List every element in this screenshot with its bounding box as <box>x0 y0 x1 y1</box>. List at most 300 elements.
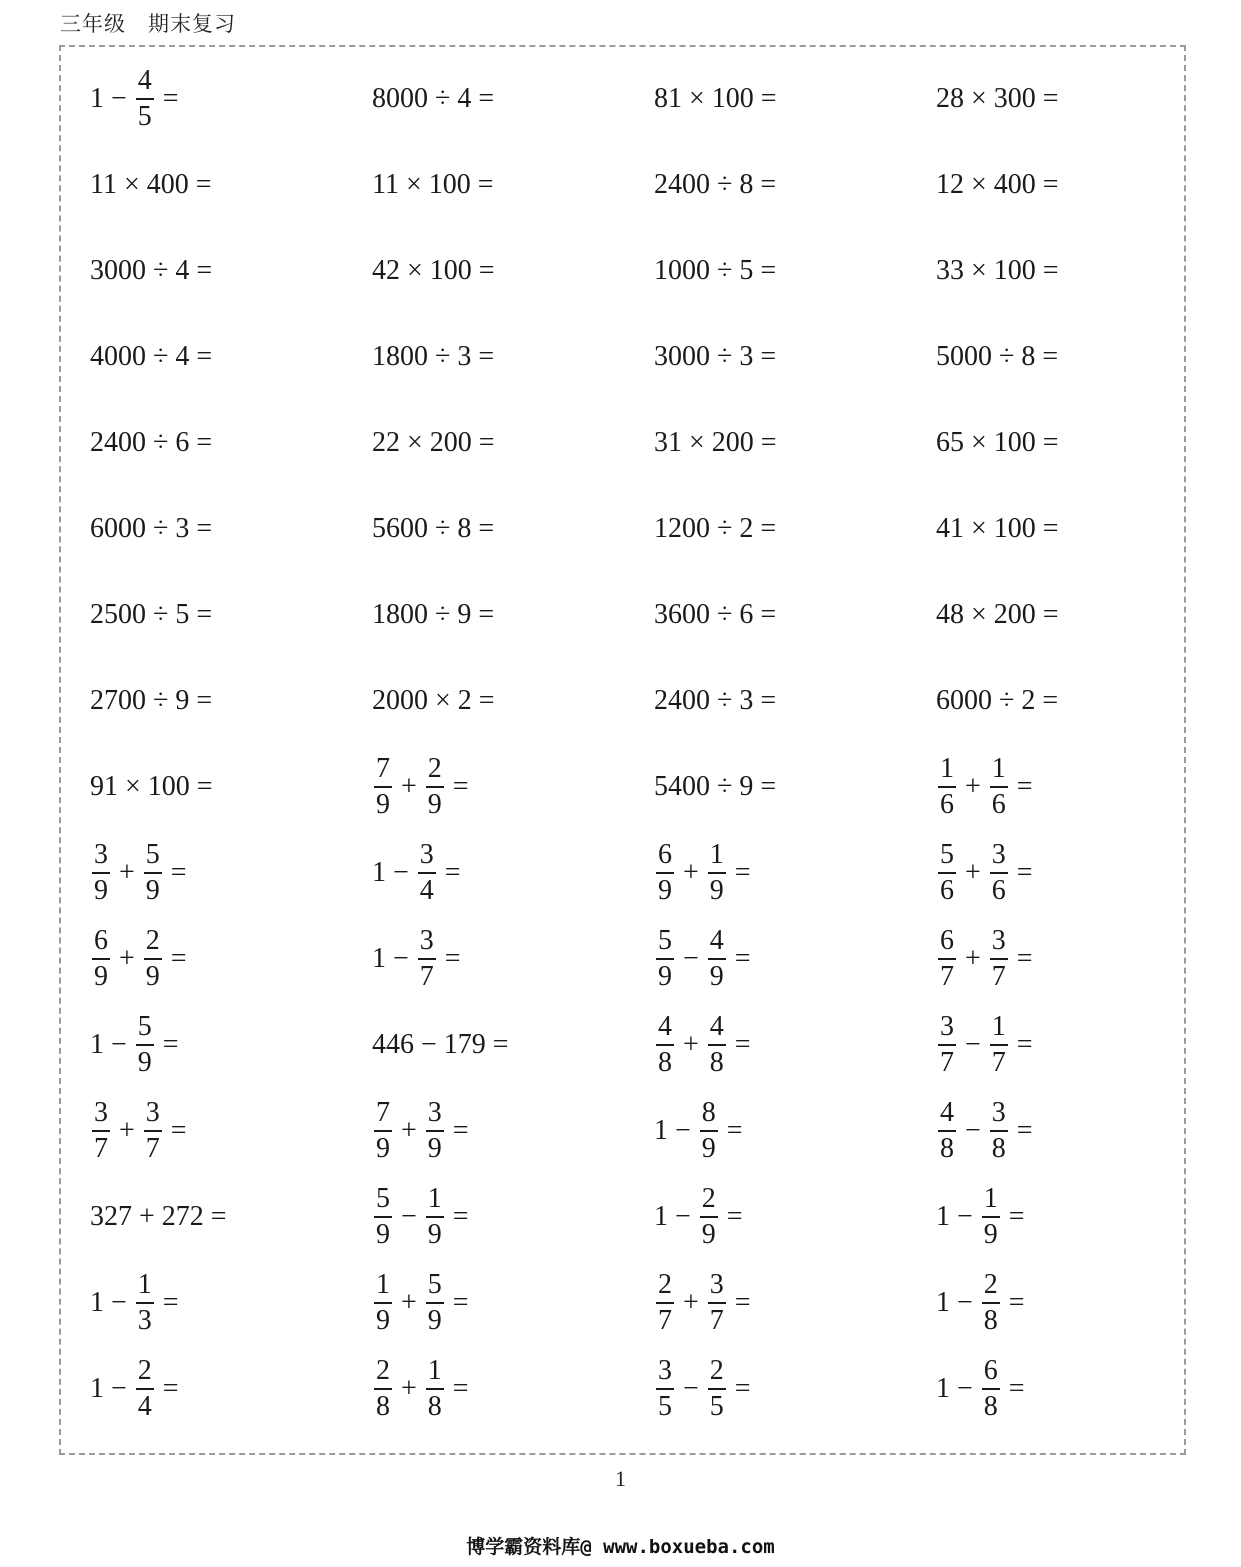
problem-item <box>90 916 372 1002</box>
operator: ÷ <box>153 255 169 286</box>
number: 6 <box>175 427 190 458</box>
fraction <box>700 1182 718 1252</box>
fraction-numerator: 3 <box>940 1011 954 1042</box>
number: 1 <box>90 1287 104 1318</box>
fraction <box>418 838 436 908</box>
fraction-numerator: 2 <box>137 1355 152 1386</box>
number: 3 <box>739 685 754 716</box>
problem-item <box>372 400 654 486</box>
fraction-numerator: 2 <box>983 1269 998 1300</box>
fraction-numerator: 1 <box>376 1269 390 1300</box>
operator: = <box>196 599 213 630</box>
fraction-denominator: 9 <box>709 875 724 906</box>
problem-item <box>654 400 936 486</box>
number: 8 <box>457 513 472 544</box>
fraction <box>92 924 110 994</box>
operator: × <box>971 255 987 286</box>
page-number: 1 <box>615 1466 626 1491</box>
number: 11 <box>90 169 117 200</box>
problem-item <box>654 830 936 916</box>
problem-item <box>372 1174 654 1260</box>
fraction <box>708 1354 726 1424</box>
number: 300 <box>993 83 1036 114</box>
operator: − <box>675 1201 691 1232</box>
operator: = <box>1042 169 1059 200</box>
operator: ÷ <box>717 685 733 716</box>
operator: ÷ <box>435 599 451 630</box>
operator: − <box>965 1115 981 1146</box>
problem-item <box>90 400 372 486</box>
operator: = <box>478 427 495 458</box>
fraction-denominator: 9 <box>427 1133 442 1164</box>
number: 31 <box>654 427 682 458</box>
number: 6000 <box>90 513 146 544</box>
number: 1000 <box>654 255 710 286</box>
problem-item <box>372 1260 654 1346</box>
problem-item <box>654 1260 936 1346</box>
number: 4 <box>175 255 190 286</box>
fraction-numerator: 1 <box>709 839 724 870</box>
fraction-denominator: 9 <box>376 789 390 820</box>
fraction <box>136 1354 154 1424</box>
fraction <box>374 1354 392 1424</box>
fraction-denominator: 7 <box>991 1047 1006 1078</box>
worksheet-title: 期末复习 <box>148 12 236 36</box>
problem-item <box>372 830 654 916</box>
problem-item <box>372 486 654 572</box>
number: 200 <box>993 599 1036 630</box>
fraction-numerator: 3 <box>991 1097 1006 1128</box>
fraction-numerator: 2 <box>145 925 160 956</box>
problem-item <box>936 830 1218 916</box>
problem-item <box>936 916 1218 1002</box>
problem-item <box>90 142 372 228</box>
number: 446 <box>372 1029 414 1060</box>
operator: − <box>111 83 127 114</box>
fraction <box>136 64 154 134</box>
fraction <box>656 1268 674 1338</box>
problem-item <box>372 916 654 1002</box>
number: 1 <box>372 857 386 888</box>
number: 2400 <box>654 685 710 716</box>
operator: × <box>971 599 987 630</box>
problem-item <box>654 1346 936 1432</box>
operator: ÷ <box>717 771 733 802</box>
fraction-numerator: 3 <box>991 839 1006 870</box>
operator: × <box>435 685 451 716</box>
fraction-denominator: 7 <box>145 1133 160 1164</box>
problem-item <box>936 1260 1218 1346</box>
fraction-denominator: 8 <box>983 1391 998 1422</box>
number: 2 <box>457 685 472 716</box>
number: 200 <box>711 427 754 458</box>
fraction <box>982 1268 1000 1338</box>
operator: ÷ <box>435 83 451 114</box>
operator: = <box>760 169 777 200</box>
fraction <box>656 924 674 994</box>
problem-item <box>372 56 654 142</box>
operator: + <box>965 943 981 974</box>
operator: = <box>478 685 495 716</box>
number: 4000 <box>90 341 146 372</box>
fraction-denominator: 9 <box>701 1133 716 1164</box>
problem-item <box>654 1088 936 1174</box>
number: 2000 <box>372 685 428 716</box>
operator: + <box>119 1115 135 1146</box>
operator: = <box>444 857 461 888</box>
fraction <box>136 1268 154 1338</box>
problem-item <box>936 56 1218 142</box>
fraction <box>144 924 162 994</box>
fraction-denominator: 6 <box>940 789 954 820</box>
operator: = <box>196 685 213 716</box>
number: 1 <box>936 1201 950 1232</box>
number: 100 <box>993 427 1036 458</box>
fraction-denominator: 7 <box>991 961 1006 992</box>
fraction-denominator: 4 <box>137 1391 152 1422</box>
operator: = <box>1042 341 1059 372</box>
number: 91 <box>90 771 118 802</box>
operator: = <box>1016 771 1033 802</box>
problem-item <box>654 658 936 744</box>
problem-item <box>90 744 372 830</box>
fraction <box>656 838 674 908</box>
operator: = <box>760 341 777 372</box>
fraction-denominator: 7 <box>94 1133 108 1164</box>
fraction-numerator: 7 <box>376 753 390 784</box>
number: 3 <box>457 341 472 372</box>
fraction-denominator: 9 <box>427 1219 442 1250</box>
number: 179 <box>443 1029 486 1060</box>
operator: = <box>478 255 495 286</box>
fraction-numerator: 1 <box>991 1011 1006 1042</box>
fraction-numerator: 7 <box>376 1097 390 1128</box>
number: 33 <box>936 255 964 286</box>
fraction-numerator: 5 <box>145 839 160 870</box>
fraction-numerator: 3 <box>419 839 434 870</box>
fraction-denominator: 8 <box>991 1133 1006 1164</box>
operator: = <box>162 83 179 114</box>
problem-item <box>936 572 1218 658</box>
fraction <box>990 1010 1008 1080</box>
operator: × <box>971 83 987 114</box>
number: 8000 <box>372 83 428 114</box>
fraction <box>982 1182 1000 1252</box>
fraction-denominator: 9 <box>658 961 672 992</box>
operator: ÷ <box>153 685 169 716</box>
operator: = <box>760 513 777 544</box>
problem-item <box>90 1088 372 1174</box>
fraction <box>426 752 444 822</box>
fraction-denominator: 7 <box>658 1305 672 1336</box>
fraction-denominator: 4 <box>419 875 434 906</box>
problem-item <box>90 56 372 142</box>
number: 6000 <box>936 685 992 716</box>
fraction-numerator: 2 <box>376 1355 390 1386</box>
fraction-numerator: 1 <box>137 1269 152 1300</box>
fraction <box>374 1182 392 1252</box>
fraction-numerator: 6 <box>940 925 954 956</box>
operator: − <box>393 943 409 974</box>
fraction <box>92 838 110 908</box>
fraction-numerator: 3 <box>427 1097 442 1128</box>
problem-item <box>654 56 936 142</box>
problem-item <box>372 228 654 314</box>
fraction <box>374 1268 392 1338</box>
fraction-denominator: 8 <box>983 1305 998 1336</box>
problem-item <box>90 1346 372 1432</box>
operator: = <box>1042 685 1059 716</box>
operator: = <box>170 943 187 974</box>
fraction-denominator: 5 <box>709 1391 724 1422</box>
number: 5 <box>175 599 190 630</box>
operator: = <box>162 1287 179 1318</box>
fraction-denominator: 8 <box>658 1047 672 1078</box>
operator: − <box>111 1287 127 1318</box>
problem-item <box>372 314 654 400</box>
operator: = <box>1008 1287 1025 1318</box>
fraction <box>656 1354 674 1424</box>
number: 3000 <box>90 255 146 286</box>
problem-item <box>654 314 936 400</box>
fraction-denominator: 7 <box>940 961 954 992</box>
fraction-numerator: 8 <box>701 1097 716 1128</box>
operator: = <box>760 83 777 114</box>
number: 327 <box>90 1201 132 1232</box>
fraction <box>426 1096 444 1166</box>
operator: − <box>683 1373 699 1404</box>
problem-item <box>90 1002 372 1088</box>
operator: = <box>196 341 213 372</box>
number: 3000 <box>654 341 710 372</box>
operator: ÷ <box>717 599 733 630</box>
operator: ÷ <box>717 255 733 286</box>
number: 65 <box>936 427 964 458</box>
fraction <box>656 1010 674 1080</box>
operator: ÷ <box>435 513 451 544</box>
operator: = <box>452 1201 469 1232</box>
fraction <box>708 924 726 994</box>
number: 1 <box>654 1115 668 1146</box>
number: 400 <box>993 169 1036 200</box>
operator: = <box>452 1115 469 1146</box>
number: 1 <box>654 1201 668 1232</box>
operator: = <box>196 771 213 802</box>
operator: = <box>734 1373 751 1404</box>
number: 1800 <box>372 341 428 372</box>
operator: − <box>111 1029 127 1060</box>
fraction <box>938 838 956 908</box>
operator: × <box>689 427 705 458</box>
number: 1 <box>936 1287 950 1318</box>
operator: × <box>971 513 987 544</box>
fraction-numerator: 4 <box>709 925 724 956</box>
fraction <box>708 838 726 908</box>
problem-item <box>372 1088 654 1174</box>
number: 28 <box>936 83 964 114</box>
number: 2 <box>739 513 754 544</box>
number: 100 <box>711 83 754 114</box>
operator: × <box>407 427 423 458</box>
fraction-denominator: 9 <box>709 961 724 992</box>
operator: ÷ <box>717 169 733 200</box>
number: 3600 <box>654 599 710 630</box>
operator: = <box>195 169 212 200</box>
operator: × <box>405 169 422 200</box>
fraction <box>982 1354 1000 1424</box>
fraction-numerator: 4 <box>658 1011 672 1042</box>
fraction-numerator: 4 <box>940 1097 954 1128</box>
operator: + <box>119 943 135 974</box>
operator: = <box>444 943 461 974</box>
fraction-numerator: 5 <box>940 839 954 870</box>
number: 100 <box>993 255 1036 286</box>
operator: × <box>971 427 987 458</box>
operator: = <box>734 1287 751 1318</box>
number: 400 <box>146 169 189 200</box>
operator: = <box>196 255 213 286</box>
fraction-numerator: 3 <box>419 925 434 956</box>
number: 48 <box>936 599 964 630</box>
number: 5400 <box>654 771 710 802</box>
fraction-denominator: 9 <box>137 1047 152 1078</box>
operator: − <box>957 1201 973 1232</box>
problem-item <box>90 658 372 744</box>
problem-item <box>654 572 936 658</box>
operator: = <box>210 1201 227 1232</box>
fraction-denominator: 7 <box>940 1047 954 1078</box>
operator: − <box>957 1373 973 1404</box>
problem-item <box>372 1002 654 1088</box>
number: 9 <box>739 771 754 802</box>
operator: = <box>1016 1115 1033 1146</box>
problem-item <box>936 486 1218 572</box>
operator: ÷ <box>153 599 169 630</box>
number: 2700 <box>90 685 146 716</box>
fraction-numerator: 3 <box>94 839 108 870</box>
problem-item <box>372 658 654 744</box>
fraction-denominator: 9 <box>427 789 442 820</box>
problem-item <box>372 142 654 228</box>
operator: ÷ <box>717 341 733 372</box>
operator: = <box>1042 427 1059 458</box>
operator: − <box>965 1029 981 1060</box>
operator: = <box>726 1115 743 1146</box>
fraction <box>938 1010 956 1080</box>
fraction-denominator: 6 <box>940 875 954 906</box>
problem-item <box>90 1174 372 1260</box>
fraction-numerator: 3 <box>991 925 1006 956</box>
operator: × <box>689 83 705 114</box>
number: 9 <box>457 599 472 630</box>
grade-label: 三年级 <box>60 12 126 36</box>
operator: ÷ <box>999 685 1015 716</box>
number: 2 <box>1021 685 1036 716</box>
fraction <box>426 1268 444 1338</box>
operator: = <box>760 685 777 716</box>
fraction-numerator: 3 <box>94 1097 108 1128</box>
number: 12 <box>936 169 964 200</box>
number: 81 <box>654 83 682 114</box>
operator: = <box>1016 857 1033 888</box>
operator: = <box>170 857 187 888</box>
operator: = <box>452 1373 469 1404</box>
problem-item <box>90 314 372 400</box>
fraction-numerator: 2 <box>701 1183 716 1214</box>
operator: + <box>683 1287 699 1318</box>
number: 11 <box>372 169 399 200</box>
number: 100 <box>993 513 1036 544</box>
fraction-numerator: 1 <box>427 1183 442 1214</box>
fraction <box>708 1268 726 1338</box>
fraction <box>938 1096 956 1166</box>
operator: = <box>1016 943 1033 974</box>
problem-item <box>936 1088 1218 1174</box>
number: 3 <box>739 341 754 372</box>
operator: × <box>125 771 141 802</box>
problem-item <box>654 1174 936 1260</box>
number: 200 <box>429 427 472 458</box>
fraction-numerator: 2 <box>709 1355 724 1386</box>
number: 2500 <box>90 599 146 630</box>
operator: = <box>1042 599 1059 630</box>
fraction <box>92 1096 110 1166</box>
fraction <box>938 924 956 994</box>
fraction-numerator: 6 <box>658 839 672 870</box>
problem-item <box>90 228 372 314</box>
operator: + <box>401 1373 417 1404</box>
fraction-denominator: 9 <box>376 1219 390 1250</box>
fraction <box>938 752 956 822</box>
fraction-denominator: 5 <box>137 101 152 132</box>
operator: × <box>123 169 140 200</box>
problem-item <box>936 658 1218 744</box>
number: 3 <box>175 513 190 544</box>
problem-item <box>654 744 936 830</box>
fraction-numerator: 5 <box>137 1011 152 1042</box>
fraction-numerator: 1 <box>427 1355 442 1386</box>
fraction-denominator: 6 <box>991 875 1006 906</box>
fraction-denominator: 6 <box>991 789 1006 820</box>
fraction-numerator: 2 <box>427 753 442 784</box>
operator: = <box>478 599 495 630</box>
number: 272 <box>161 1201 204 1232</box>
problem-item <box>90 1260 372 1346</box>
number: 2400 <box>654 169 710 200</box>
operator: = <box>492 1029 509 1060</box>
number: 4 <box>175 341 190 372</box>
number: 8 <box>1021 341 1036 372</box>
number: 1 <box>90 83 104 114</box>
fraction-denominator: 7 <box>709 1305 724 1336</box>
operator: = <box>760 427 777 458</box>
problem-item <box>654 142 936 228</box>
operator: × <box>971 169 987 200</box>
operator: − <box>683 943 699 974</box>
operator: = <box>734 943 751 974</box>
operator: = <box>1016 1029 1033 1060</box>
operator: = <box>760 255 777 286</box>
problem-item <box>936 1174 1218 1260</box>
number: 2400 <box>90 427 146 458</box>
problem-item <box>372 572 654 658</box>
number: 1 <box>90 1029 104 1060</box>
operator: + <box>119 857 135 888</box>
operator: = <box>760 771 777 802</box>
operator: = <box>477 169 494 200</box>
operator: + <box>683 857 699 888</box>
number: 1200 <box>654 513 710 544</box>
